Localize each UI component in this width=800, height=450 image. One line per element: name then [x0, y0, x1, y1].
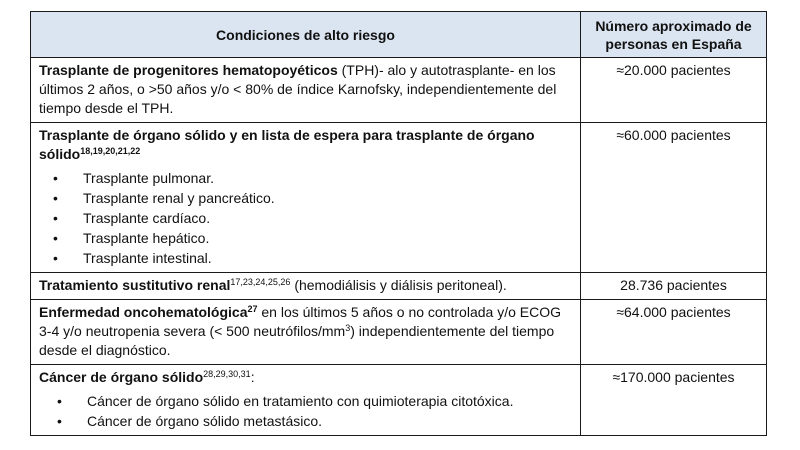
condition-title: Trasplante de progenitores hematopoyéticos: [39, 62, 338, 78]
patient-count: ≈20.000 pacientes: [581, 58, 767, 123]
condition-title: Trasplante de órgano sólido y en lista de espera para trasplante de órgano sólido: [39, 127, 535, 162]
condition-cell: [31, 58, 581, 123]
list-item-text: Trasplante cardíaco.: [83, 210, 211, 226]
condition-description: en los últimos 5 años o no controlada y/o ECOG 3-4 y/o neutropenia severa (< 500 neutrófilos/mm: [39, 304, 561, 339]
list-item: [39, 208, 572, 228]
patient-count: ≈170.000 pacientes: [581, 365, 767, 436]
list-item-text: Trasplante hepático.: [83, 230, 210, 246]
table-row: [31, 123, 767, 273]
bullet-icon: •: [57, 413, 62, 429]
condition-title: Cáncer de órgano sólido: [39, 369, 204, 385]
table-row: [31, 365, 767, 436]
condition-description: (hemodiálisis y diálisis peritoneal).: [290, 277, 507, 293]
citation-sup: 18,19,20,21,22: [80, 146, 141, 156]
list-item: [39, 228, 572, 248]
list-item: [39, 391, 572, 411]
citation-sup: 28,29,30,31: [203, 369, 251, 379]
list-item-text: Trasplante intestinal.: [83, 250, 212, 266]
condition-cell: [31, 123, 581, 273]
condition-title: Tratamiento sustitutivo renal: [39, 277, 231, 293]
list-item: [39, 248, 572, 268]
citation-sup: 27: [247, 304, 258, 314]
patient-count: 28.736 pacientes: [581, 273, 767, 300]
list-item-text: Cáncer de órgano sólido en tratamiento con quimioterapia citotóxica.: [87, 393, 514, 409]
bullet-list: [39, 391, 572, 431]
list-item: [39, 168, 572, 188]
condition-cell: [31, 300, 581, 365]
condition-description: :: [250, 369, 255, 385]
bullet-icon: •: [53, 210, 58, 226]
list-item: [39, 188, 572, 208]
bullet-list: [39, 168, 572, 268]
patient-count: ≈64.000 pacientes: [581, 300, 767, 365]
bullet-icon: •: [53, 250, 58, 266]
patient-count: ≈60.000 pacientes: [581, 123, 767, 273]
list-item-text: Trasplante pulmonar.: [83, 170, 214, 186]
bullet-icon: •: [53, 190, 58, 206]
citation-sup: 17,23,24,25,26: [230, 277, 291, 287]
high-risk-conditions-table: [30, 11, 767, 436]
header-conditions: Condiciones de alto riesgo: [31, 12, 581, 58]
condition-cell: [31, 365, 581, 436]
list-item-text: Cáncer de órgano sólido metastásico.: [87, 413, 323, 429]
unit-sup: 3: [345, 323, 351, 333]
condition-cell: [31, 273, 581, 300]
condition-description-end: ) independientemente del tiempo desde el diagnóstico.: [39, 323, 555, 358]
condition-description: (TPH)- alo y autotrasplante- en los últimos 2 años, o >50 años y/o < 80% de índice Karnofsky, independientemente del tiempo desde el TPH.: [39, 62, 557, 116]
table-row: [31, 300, 767, 365]
table-row: [31, 273, 767, 300]
bullet-icon: •: [53, 230, 58, 246]
condition-title: Enfermedad oncohematológica: [39, 304, 248, 320]
bullet-icon: •: [57, 393, 62, 409]
bullet-icon: •: [53, 170, 58, 186]
list-item-text: Trasplante renal y pancreático.: [83, 190, 275, 206]
table-row: [31, 58, 767, 123]
list-item: [39, 411, 572, 431]
table-header-row: [31, 12, 767, 58]
header-count: Número aproximado de personas en España: [581, 12, 767, 58]
